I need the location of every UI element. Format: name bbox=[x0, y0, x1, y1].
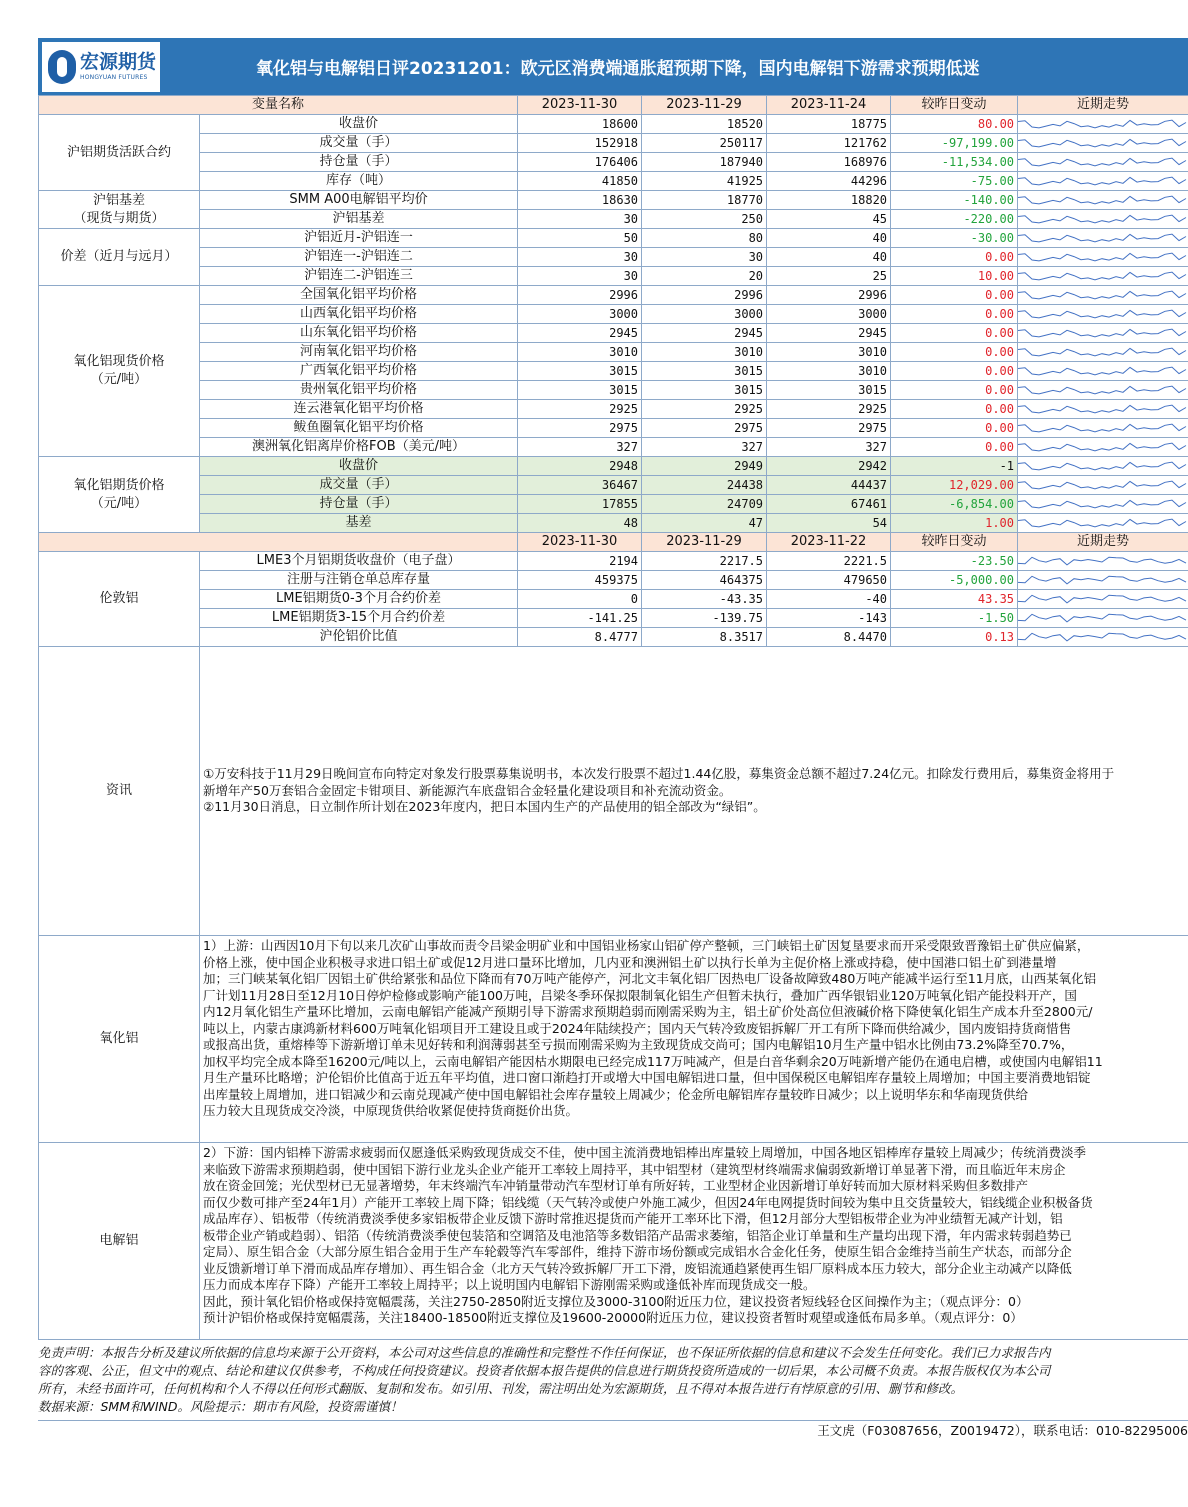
trend-groups-3-rows-1 bbox=[1018, 305, 1188, 324]
group-label: 沪铝期货活跃合约 bbox=[39, 115, 200, 191]
header-var-name bbox=[39, 533, 518, 552]
value-d2: 24709 bbox=[642, 495, 767, 514]
value-d1: 0 bbox=[518, 590, 642, 609]
data-row bbox=[39, 172, 1188, 191]
change-value: 0.13 bbox=[891, 628, 1018, 647]
value-d1: 459375 bbox=[518, 571, 642, 590]
value-d1: 48 bbox=[518, 514, 642, 533]
variable-name: 收盘价 bbox=[200, 115, 518, 134]
value-d2: 187940 bbox=[642, 153, 767, 172]
trend-line bbox=[1018, 139, 1186, 147]
value-d2: 24438 bbox=[642, 476, 767, 495]
trend-line bbox=[1018, 367, 1186, 375]
data-row bbox=[39, 305, 1188, 324]
trend-line bbox=[1018, 386, 1186, 394]
header-d2: 2023-11-29 bbox=[642, 96, 767, 115]
change-value: 0.00 bbox=[891, 438, 1018, 457]
value-d3: 121762 bbox=[767, 134, 891, 153]
trend-lme-rows-0 bbox=[1018, 552, 1188, 571]
data-row bbox=[39, 438, 1188, 457]
variable-name: 基差 bbox=[200, 514, 518, 533]
value-d3: 25 bbox=[767, 267, 891, 286]
value-d1: 8.4777 bbox=[518, 628, 642, 647]
text-line: ①万安科技于11月29日晚间宣布向特定对象发行股票募集说明书，本次发行股票不超过1.44亿股，募集资金总额不超过7.24亿元。扣除发行费用后，募集资金将用于 bbox=[203, 766, 1115, 782]
alumina-text bbox=[200, 936, 1188, 1143]
variable-name: 广西氧化铝平均价格 bbox=[200, 362, 518, 381]
variable-name: 持仓量（手） bbox=[200, 495, 518, 514]
alumina-label: 氧化铝 bbox=[39, 936, 200, 1143]
trend-groups-4-rows-2 bbox=[1018, 495, 1188, 514]
data-table bbox=[38, 95, 1188, 1340]
disclaimer-line: 所有，未经书面许可，任何机构和个人不得以任何形式翻版、复制和发布。如引用、刊发，需注明出处为宏源期货，且不得对本报告进行有悖原意的引用、删节和修改。 bbox=[38, 1381, 964, 1396]
logo-cn: 宏源期货 bbox=[80, 50, 157, 73]
value-d1: 2975 bbox=[518, 419, 642, 438]
data-row bbox=[39, 571, 1188, 590]
trend-line bbox=[1018, 310, 1186, 318]
data-row bbox=[39, 248, 1188, 267]
trend-line bbox=[1018, 348, 1186, 356]
variable-name: 河南氧化铝平均价格 bbox=[200, 343, 518, 362]
trend-groups-3-rows-5 bbox=[1018, 381, 1188, 400]
variable-name: LME3个月铝期货收盘价（电子盘） bbox=[200, 552, 518, 571]
value-d2: 250 bbox=[642, 210, 767, 229]
variable-name: 沪铝基差 bbox=[200, 210, 518, 229]
change-value: 0.00 bbox=[891, 305, 1018, 324]
logo-en: HONGYUAN FUTURES bbox=[80, 73, 148, 81]
variable-name: 连云港氧化铝平均价格 bbox=[200, 400, 518, 419]
text-line: 出库量较上周增加，进口铝减少和云南兑现减产使中国电解铝社会库存量较上周减少；伦金所电解铝库存量较昨日减少；以上说明华东和华南现货供给 bbox=[203, 1086, 1029, 1102]
data-row bbox=[39, 381, 1188, 400]
data-row bbox=[39, 362, 1188, 381]
change-value: -5,000.00 bbox=[891, 571, 1018, 590]
value-d3: 67461 bbox=[767, 495, 891, 514]
change-value: -23.50 bbox=[891, 552, 1018, 571]
value-d2: 2996 bbox=[642, 286, 767, 305]
text-line: 2）下游：国内铝棒下游需求疲弱而仅愿逢低采购致现货成交不佳，使中国主流消费地铝棒出库量较上周增加，中国各地区铝棒库存量较上周减少；传统消费淡季 bbox=[203, 1145, 1086, 1160]
data-row bbox=[39, 609, 1188, 628]
variable-name: 成交量（手） bbox=[200, 134, 518, 153]
text-line: 板带企业产销或趋弱）、铝箔（传统消费淡季使包装箔和空调箔及电池箔等多数铝箔产品需求萎缩，铝箔企业订单量和生产量均出现下滑，年内需求转弱趋势已 bbox=[203, 1227, 1072, 1243]
variable-name: SMM A00电解铝平均价 bbox=[200, 191, 518, 210]
value-d1: 3015 bbox=[518, 381, 642, 400]
change-value: -1 bbox=[891, 457, 1018, 476]
trend-lme-rows-1 bbox=[1018, 571, 1188, 590]
text-line: 加权平均完全成本降至16200元/吨以上，云南电解铝产能因枯水期限电已经完成117万吨减产，但是白音华剩余20万吨新增产能仍在通电启槽，或使国内电解铝11 bbox=[203, 1053, 1103, 1069]
text-line: 加；三门峡某氧化铝厂因铝土矿供给紧张和品位下降而有70万吨产能停产，河北文丰氧化铝厂因热电厂设备故障致480万吨产能减半运行至11月底，山西某氧化铝 bbox=[203, 971, 1097, 986]
trend-line bbox=[1018, 462, 1186, 470]
trend-line bbox=[1018, 405, 1186, 413]
value-d1: 36467 bbox=[518, 476, 642, 495]
data-row bbox=[39, 210, 1188, 229]
value-d2: 30 bbox=[642, 248, 767, 267]
value-d2: 47 bbox=[642, 514, 767, 533]
value-d2: 2945 bbox=[642, 324, 767, 343]
value-d1: 3010 bbox=[518, 343, 642, 362]
header-row bbox=[39, 96, 1188, 115]
value-d3: 18775 bbox=[767, 115, 891, 134]
trend-line bbox=[1018, 557, 1186, 565]
disclaimer-line: 数据来源：SMM和WIND。风险提示：期市有风险，投资需谨慎！ bbox=[38, 1399, 403, 1414]
change-value: 0.00 bbox=[891, 400, 1018, 419]
change-value: 0.00 bbox=[891, 362, 1018, 381]
trend-groups-0-rows-1 bbox=[1018, 134, 1188, 153]
trend-line bbox=[1018, 253, 1186, 261]
variable-name: 注册与注销仓单总库存量 bbox=[200, 571, 518, 590]
trend-line bbox=[1018, 215, 1186, 223]
value-d1: 2996 bbox=[518, 286, 642, 305]
value-d3: -143 bbox=[767, 609, 891, 628]
value-d3: 40 bbox=[767, 248, 891, 267]
value-d3: 2942 bbox=[767, 457, 891, 476]
value-d3: 3010 bbox=[767, 343, 891, 362]
change-value: -11,534.00 bbox=[891, 153, 1018, 172]
data-row bbox=[39, 476, 1188, 495]
text-line: 预计沪铝价格或保持宽幅震荡，关注18400-18500附近支撑位及19600-20000附近压力位，建议投资者暂时观望或逢低布局多单。（观点评分：0） bbox=[203, 1310, 1023, 1325]
group-label: 价差（近月与远月） bbox=[39, 229, 200, 286]
change-value: 0.00 bbox=[891, 286, 1018, 305]
change-value: -97,199.00 bbox=[891, 134, 1018, 153]
text-line: 价格上涨，使中国企业积极寻求进口铝土矿或促12月进口量环比增加，几内亚和澳洲铝土矿以执行长单为主促价格上涨或持稳，使中国港口铝土矿到港量增 bbox=[203, 954, 1057, 970]
data-row bbox=[39, 590, 1188, 609]
header-trend: 近期走势 bbox=[1018, 533, 1188, 552]
trend-line bbox=[1018, 633, 1186, 641]
change-value: 10.00 bbox=[891, 267, 1018, 286]
value-d2: 18520 bbox=[642, 115, 767, 134]
value-d3: 479650 bbox=[767, 571, 891, 590]
value-d2: 2217.5 bbox=[642, 552, 767, 571]
trend-groups-4-rows-1 bbox=[1018, 476, 1188, 495]
value-d2: 464375 bbox=[642, 571, 767, 590]
value-d2: 20 bbox=[642, 267, 767, 286]
value-d1: 17855 bbox=[518, 495, 642, 514]
text-line: 或报高出货，重熔棒等下游新增订单未见好转和利润薄弱甚至亏损而刚需采购为主致现货成交尚可；国内电解铝10月生产量中铝水比例由73.2%降至70.7%， bbox=[203, 1037, 1074, 1052]
trend-groups-4-rows-0 bbox=[1018, 457, 1188, 476]
value-d1: 2194 bbox=[518, 552, 642, 571]
data-row bbox=[39, 495, 1188, 514]
trend-groups-3-rows-7 bbox=[1018, 419, 1188, 438]
logo-icon bbox=[48, 50, 76, 84]
disclaimer bbox=[38, 1344, 1188, 1416]
trend-groups-3-rows-2 bbox=[1018, 324, 1188, 343]
text-line: 成品库存）、铝板带（传统消费淡季使多家铝板带企业反馈下游时常推迟提货而产能开工率环比下滑，但12月部分大型铝板带企业为冲业绩暂无减产计划，铝 bbox=[203, 1211, 1063, 1226]
trend-line bbox=[1018, 120, 1186, 128]
trend-line bbox=[1018, 519, 1186, 527]
trend-line bbox=[1018, 158, 1186, 166]
electro-label: 电解铝 bbox=[39, 1143, 200, 1340]
value-d1: 41850 bbox=[518, 172, 642, 191]
data-row bbox=[39, 419, 1188, 438]
report-title: 氧化铝与电解铝日评20231201：欧元区消费端通胀超预期下降，国内电解铝下游需求预期低迷 bbox=[256, 59, 980, 79]
text-line: 来临致下游需求预期趋弱，使中国铝下游行业龙头企业产能开工率较上周持平，其中铝型材（建筑型材终端需求偏弱致新增订单显著下滑，而且临近年末房企 bbox=[203, 1161, 1066, 1177]
data-row bbox=[39, 457, 1188, 476]
value-d3: 2996 bbox=[767, 286, 891, 305]
value-d3: 327 bbox=[767, 438, 891, 457]
news-label: 资讯 bbox=[39, 647, 200, 936]
data-row bbox=[39, 267, 1188, 286]
value-d2: 327 bbox=[642, 438, 767, 457]
data-row bbox=[39, 115, 1188, 134]
value-d1: 2945 bbox=[518, 324, 642, 343]
header-chg: 较昨日变动 bbox=[891, 533, 1018, 552]
text-line: 月生产量环比略增；沪伦铝价比值高于近五年平均值，进口窗口渐趋打开或增大中国电解铝进口量，但中国保税区电解铝库存量较上周增加；中国主要消费地铝锭 bbox=[203, 1070, 1091, 1085]
group-label: 沪铝基差 （现货与期货） bbox=[39, 191, 200, 229]
change-value: 0.00 bbox=[891, 343, 1018, 362]
change-value: 1.00 bbox=[891, 514, 1018, 533]
trend-lme-rows-4 bbox=[1018, 628, 1188, 647]
value-d3: 8.4470 bbox=[767, 628, 891, 647]
value-d1: 30 bbox=[518, 248, 642, 267]
change-value: 12,029.00 bbox=[891, 476, 1018, 495]
trend-line bbox=[1018, 576, 1186, 584]
text-line: 定局）、原生铝合金（大部分原生铝合金用于生产车轮毂等汽车零部件，维持下游市场份额或完成铝水合金化任务，使原生铝合金维持当前生产状态，而部分企 bbox=[203, 1244, 1072, 1259]
change-value: 0.00 bbox=[891, 248, 1018, 267]
trend-line bbox=[1018, 481, 1186, 489]
value-d2: 41925 bbox=[642, 172, 767, 191]
trend-line bbox=[1018, 614, 1186, 622]
trend-line bbox=[1018, 291, 1186, 299]
trend-groups-3-rows-8 bbox=[1018, 438, 1188, 457]
variable-name: 库存（吨） bbox=[200, 172, 518, 191]
trend-line bbox=[1018, 329, 1186, 337]
variable-name: 山西氧化铝平均价格 bbox=[200, 305, 518, 324]
variable-name: 全国氧化铝平均价格 bbox=[200, 286, 518, 305]
trend-line bbox=[1018, 500, 1186, 508]
header-d1: 2023-11-30 bbox=[518, 533, 642, 552]
variable-name: 沪铝连二-沪铝连三 bbox=[200, 267, 518, 286]
trend-groups-3-rows-3 bbox=[1018, 343, 1188, 362]
value-d2: 18770 bbox=[642, 191, 767, 210]
data-row bbox=[39, 229, 1188, 248]
change-value: -75.00 bbox=[891, 172, 1018, 191]
trend-groups-1-rows-1 bbox=[1018, 210, 1188, 229]
trend-line bbox=[1018, 595, 1186, 603]
header-d2: 2023-11-29 bbox=[642, 533, 767, 552]
disclaimer-line: 免责声明：本报告分析及建议所依据的信息均来源于公开资料，本公司对这些信息的准确性和完整性不作任何保证，也不保证所依据的信息和建议不会发生任何变化。我们已力求报告内 bbox=[38, 1345, 1051, 1360]
text-line: 新增年产50万套铝合金固定卡钳项目、新能源汽车底盘铝合金轻量化建设项目和补充流动资金。 bbox=[203, 782, 732, 798]
news-text bbox=[200, 647, 1188, 936]
text-line: 业反馈新增订单下滑而成品库存增加）、再生铝合金（北方天气转冷致拆解厂开工下滑，废铝流通趋紧使再生铝厂原料成本压力较大，部分企业主动减产以降低 bbox=[203, 1260, 1072, 1276]
electro-text bbox=[200, 1143, 1188, 1340]
change-value: 43.35 bbox=[891, 590, 1018, 609]
value-d3: 3015 bbox=[767, 381, 891, 400]
alumina-section bbox=[39, 936, 1188, 1143]
change-value: 0.00 bbox=[891, 419, 1018, 438]
report-header bbox=[38, 38, 1188, 95]
value-d3: 2221.5 bbox=[767, 552, 891, 571]
value-d1: 152918 bbox=[518, 134, 642, 153]
trend-groups-4-rows-3 bbox=[1018, 514, 1188, 533]
value-d2: 3015 bbox=[642, 381, 767, 400]
news-section bbox=[39, 647, 1188, 936]
group-label: 氧化铝期货价格 （元/吨） bbox=[39, 457, 200, 533]
trend-line bbox=[1018, 443, 1186, 451]
text-line: 放在资金回笼；光伏型材已无显著增势，年末终端汽车冲销量带动汽车型材订单有所好转，工业型材企业因新增订单好转而加大原材料采购但多数排产 bbox=[203, 1178, 1029, 1193]
change-value: 0.00 bbox=[891, 381, 1018, 400]
header-d3: 2023-11-22 bbox=[767, 533, 891, 552]
value-d2: -43.35 bbox=[642, 590, 767, 609]
variable-name: 持仓量（手） bbox=[200, 153, 518, 172]
data-row bbox=[39, 343, 1188, 362]
text-line: 1）上游：山西因10月下旬以来几次矿山事故而责令吕梁金明矿业和中国铝业杨家山铝矿停产整顿，三门峡铝土矿因复垦要求而开采受限致晋豫铝土矿供应偏紧， bbox=[203, 938, 1090, 953]
trend-groups-2-rows-2 bbox=[1018, 267, 1188, 286]
value-d3: 2975 bbox=[767, 419, 891, 438]
disclaimer-line: 容的客观、公正，但文中的观点、结论和建议仅供参考，不构成任何投资建议。投资者依据本报告提供的信息进行期货投资所造成的一切后果，本公司概不负责。本报告版权仅为本公司 bbox=[38, 1363, 1051, 1378]
value-d2: 2925 bbox=[642, 400, 767, 419]
value-d2: 3015 bbox=[642, 362, 767, 381]
value-d2: 8.3517 bbox=[642, 628, 767, 647]
text-line: ②11月30日消息，日立制作所计划在2023年度内，把日本国内生产的产品使用的铝全部改为“绿铝”。 bbox=[203, 799, 766, 815]
value-d3: 3000 bbox=[767, 305, 891, 324]
value-d1: 3015 bbox=[518, 362, 642, 381]
variable-name: LME铝期货0-3个月合约价差 bbox=[200, 590, 518, 609]
trend-lme-rows-2 bbox=[1018, 590, 1188, 609]
trend-line bbox=[1018, 424, 1186, 432]
data-row bbox=[39, 153, 1188, 172]
value-d1: 18600 bbox=[518, 115, 642, 134]
value-d3: 3010 bbox=[767, 362, 891, 381]
analyst-footer: 王文虎（F03087656，Z0019472），联系电话：010-82295006 bbox=[38, 1420, 1188, 1441]
text-line: 吨以上，内蒙古康鸿新材料600万吨氧化铝项目开工建设且或于2024年陆续投产；国内天气转冷致废铝拆解厂开工有所下降而供给减少，国内废铝持货商惜售 bbox=[203, 1020, 1072, 1036]
data-row bbox=[39, 324, 1188, 343]
change-value: 80.00 bbox=[891, 115, 1018, 134]
trend-groups-2-rows-1 bbox=[1018, 248, 1188, 267]
text-line: 压力而成本库存下降）产能开工率较上周持平；以上说明国内电解铝下游刚需采购或逢低补库而现货成交一般。 bbox=[203, 1277, 816, 1292]
data-row bbox=[39, 514, 1188, 533]
trend-line bbox=[1018, 272, 1186, 280]
value-d2: 3010 bbox=[642, 343, 767, 362]
trend-groups-0-rows-2 bbox=[1018, 153, 1188, 172]
header-d1: 2023-11-30 bbox=[518, 96, 642, 115]
text-line: 而仅少数可排产至24年1月）产能开工率较上周下降；铝线缆（天气转冷或使户外施工减少，但因24年电网提货时间较为集中且交货量较大，铝线缆企业积极备货 bbox=[203, 1194, 1093, 1210]
variable-name: 沪铝近月-沪铝连一 bbox=[200, 229, 518, 248]
trend-groups-0-rows-0 bbox=[1018, 115, 1188, 134]
value-d1: -141.25 bbox=[518, 609, 642, 628]
text-line: 厂计划11月28日至12月10日停炉检修或影响产能100万吨，吕梁冬季环保拟限制氧化铝生产但暂未执行，叠加广西华银铝业120万吨氧化铝产能投料开产，国 bbox=[203, 987, 1077, 1003]
header-var-name: 变量名称 bbox=[39, 96, 518, 115]
change-value: -220.00 bbox=[891, 210, 1018, 229]
value-d3: 54 bbox=[767, 514, 891, 533]
trend-groups-0-rows-3 bbox=[1018, 172, 1188, 191]
trend-groups-3-rows-4 bbox=[1018, 362, 1188, 381]
change-value: -6,854.00 bbox=[891, 495, 1018, 514]
trend-groups-3-rows-0 bbox=[1018, 286, 1188, 305]
header-d3: 2023-11-24 bbox=[767, 96, 891, 115]
value-d2: 250117 bbox=[642, 134, 767, 153]
group-label: 伦敦铝 bbox=[39, 552, 200, 647]
variable-name: 成交量（手） bbox=[200, 476, 518, 495]
trend-line bbox=[1018, 234, 1186, 242]
variable-name: 收盘价 bbox=[200, 457, 518, 476]
variable-name: LME铝期货3-15个月合约价差 bbox=[200, 609, 518, 628]
text-line: 内12月氧化铝生产量环比增加，云南电解铝产能减产预期引导下游需求预期趋弱而刚需采购为主，铝土矿价处高位但液碱价格下降使氧化铝生产成本升至2800元/ bbox=[203, 1004, 1093, 1019]
data-row bbox=[39, 286, 1188, 305]
value-d3: 44296 bbox=[767, 172, 891, 191]
change-value: -140.00 bbox=[891, 191, 1018, 210]
header-row bbox=[39, 533, 1188, 552]
value-d1: 30 bbox=[518, 267, 642, 286]
variable-name: 澳洲氧化铝离岸价格FOB（美元/吨） bbox=[200, 438, 518, 457]
text-line: 因此，预计氧化铝价格或保持宽幅震荡，关注2750-2850附近支撑位及3000-3100附近压力位，建议投资者短线轻仓区间操作为主；（观点评分：0） bbox=[203, 1293, 1029, 1309]
variable-name: 沪铝连一-沪铝连二 bbox=[200, 248, 518, 267]
trend-line bbox=[1018, 196, 1186, 204]
value-d1: 18630 bbox=[518, 191, 642, 210]
data-row bbox=[39, 400, 1188, 419]
value-d2: 2949 bbox=[642, 457, 767, 476]
value-d1: 176406 bbox=[518, 153, 642, 172]
header-trend: 近期走势 bbox=[1018, 96, 1188, 115]
report-sheet bbox=[38, 38, 1188, 1441]
variable-name: 鲅鱼圈氧化铝平均价格 bbox=[200, 419, 518, 438]
group-label: 氧化铝现货价格 （元/吨） bbox=[39, 286, 200, 457]
value-d1: 50 bbox=[518, 229, 642, 248]
value-d2: -139.75 bbox=[642, 609, 767, 628]
change-value: -1.50 bbox=[891, 609, 1018, 628]
change-value: -30.00 bbox=[891, 229, 1018, 248]
value-d1: 2925 bbox=[518, 400, 642, 419]
value-d3: 44437 bbox=[767, 476, 891, 495]
header-chg: 较昨日变动 bbox=[891, 96, 1018, 115]
trend-line bbox=[1018, 177, 1186, 185]
value-d3: 2945 bbox=[767, 324, 891, 343]
change-value: 0.00 bbox=[891, 324, 1018, 343]
value-d3: 45 bbox=[767, 210, 891, 229]
value-d1: 30 bbox=[518, 210, 642, 229]
value-d1: 2948 bbox=[518, 457, 642, 476]
data-row bbox=[39, 628, 1188, 647]
company-logo bbox=[42, 42, 160, 92]
trend-groups-1-rows-0 bbox=[1018, 191, 1188, 210]
data-row bbox=[39, 552, 1188, 571]
variable-name: 沪伦铝价比值 bbox=[200, 628, 518, 647]
data-row bbox=[39, 134, 1188, 153]
value-d2: 80 bbox=[642, 229, 767, 248]
value-d2: 2975 bbox=[642, 419, 767, 438]
trend-lme-rows-3 bbox=[1018, 609, 1188, 628]
value-d3: -40 bbox=[767, 590, 891, 609]
value-d1: 3000 bbox=[518, 305, 642, 324]
value-d2: 3000 bbox=[642, 305, 767, 324]
trend-groups-3-rows-6 bbox=[1018, 400, 1188, 419]
value-d3: 168976 bbox=[767, 153, 891, 172]
electro-section bbox=[39, 1143, 1188, 1340]
variable-name: 山东氧化铝平均价格 bbox=[200, 324, 518, 343]
value-d3: 40 bbox=[767, 229, 891, 248]
value-d1: 327 bbox=[518, 438, 642, 457]
value-d3: 2925 bbox=[767, 400, 891, 419]
value-d3: 18820 bbox=[767, 191, 891, 210]
variable-name: 贵州氧化铝平均价格 bbox=[200, 381, 518, 400]
text-line: 压力较大且现货成交冷淡，中原现货供给收紧促使持货商挺价出货。 bbox=[203, 1103, 579, 1118]
data-row bbox=[39, 191, 1188, 210]
trend-groups-2-rows-0 bbox=[1018, 229, 1188, 248]
